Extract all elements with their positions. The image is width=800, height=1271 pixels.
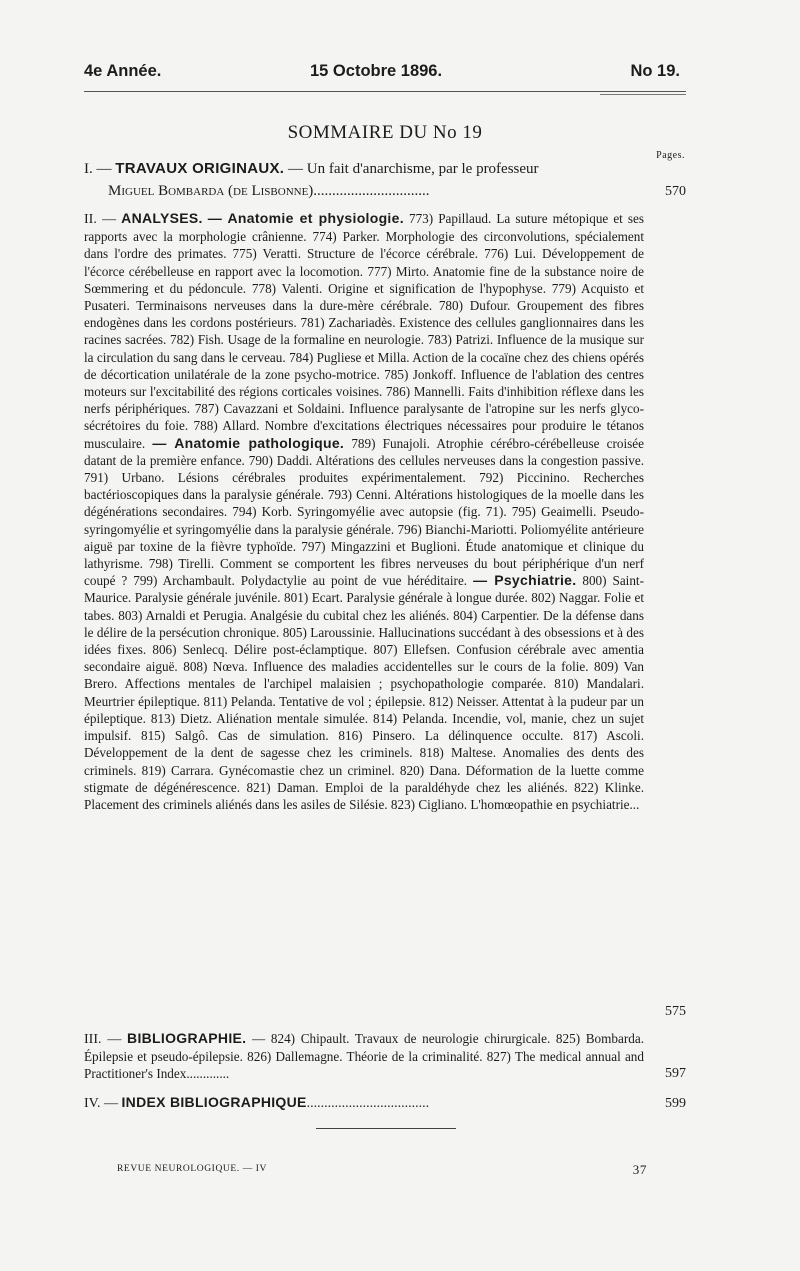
toc-entry-analyses: [84, 210, 644, 813]
section-title-text: — Un fait d'anarchisme, par le professeur: [288, 161, 539, 177]
section-numeral: I. —: [84, 161, 112, 177]
header-date: 15 Octobre 1896.: [310, 62, 443, 80]
page-number: 570: [665, 184, 686, 199]
dot-leader: ...................................: [306, 1096, 430, 1111]
subsection-heading-anatomie-pathologique: — Anatomie pathologique.: [152, 434, 345, 451]
closing-rule: [316, 1128, 456, 1129]
footer-page-number: 37: [632, 1162, 647, 1177]
header-rule-short: [600, 94, 686, 95]
page-title: SOMMAIRE DU No 19: [287, 122, 483, 143]
running-header: [84, 62, 686, 86]
toc-entry-travaux-originaux: [84, 160, 686, 201]
subsection-heading-anatomie: — Anatomie et physiologie.: [207, 210, 404, 226]
dot-leader: ..: [632, 796, 640, 812]
header-issue-number: No 19.: [630, 62, 680, 80]
pages-column-label: Pages.: [656, 150, 685, 161]
page-number-index: 599: [665, 1096, 686, 1111]
header-year: 4e Année.: [84, 62, 162, 80]
section-heading: TRAVAUX ORIGINAUX.: [115, 160, 285, 177]
section-numeral: IV. —: [84, 1096, 118, 1111]
dot-leader: ...............................: [313, 183, 430, 199]
dot-leader: .............: [186, 1066, 230, 1082]
section-heading: ANALYSES.: [121, 210, 203, 226]
page-number-bibliographie: 597: [665, 1066, 686, 1081]
analyses-text-anatomie-pathologique: 789) Funajoli. Atrophie cérébro-cérébelleuse croisée datant de la première enfance. 790) Daddi. Altérations des cellules nerveuses dans la congestion passive. 791) Urbano. Lésions cérébrales produites expérimentalement. 792) Piccinino. Recherches bactérioscopiques dans la paralysie générale. 793) Cenni. Altérations histologiques de la moelle dans les dégénérations secondaires. 794) Korb. Syringomyélie avec autopsie (fig. 71). 795) Geaimelli. Pseudo-syringomyélie et syringomyélie dans la paralysie générale. 796) Bianchi-Mariotti. Poliomyélite antérieure aiguë par toxine de la fièvre typhoïde. 797) Mingazzini et Buglioni. Étude anatomique et clinique du lathyrisme. 798) Tirelli. Comment se comportent les fibres nerveuses du bout périphérique d'un nerf coupé ? 799) Archambault. Polydactylie au point de vue héréditaire.: [84, 435, 645, 589]
section-numeral: III. —: [84, 1032, 122, 1047]
toc-entry-index: [84, 1094, 644, 1112]
section-heading: INDEX BIBLIOGRAPHIQUE: [121, 1094, 307, 1110]
subsection-heading-psychiatrie: — Psychiatrie.: [473, 572, 577, 589]
section-heading: BIBLIOGRAPHIE.: [127, 1030, 247, 1046]
bibliographie-text: — 824) Chipault. Travaux de neurologie chirurgicale. 825) Bombarda. Épilepsie et pseudo-épilepsie. 826) Dallemagne. Théorie de la criminalité. 827) The medical annual and Practitioner's Index: [84, 1031, 644, 1082]
section-author: Miguel Bombarda (de Lisbonne): [108, 183, 314, 199]
section-numeral: II. —: [84, 212, 117, 227]
page-footer: [117, 1162, 647, 1177]
footer-journal-title: REVUE NEUROLOGIQUE. — IV: [117, 1164, 268, 1174]
analyses-text-psychiatrie: 800) Saint-Maurice. Paralysie générale juvénile. 801) Ecart. Paralysie générale à longue durée. 802) Naggar. Folie et tabes. 803) Arnaldi et Perugia. Analgésie du cubital chez les aliénés. 804) Carpentier. De la défense dans le délire de la persécution chronique. 805) Laroussinie. Hallucinations succédant à des obsessions et à des idées fixes. 806) Senlecq. Délire post-éclamptique. 807) Ellefsen. Confusion cérébrale avec amentia secondaire aiguë. 808) Nœva. Influence des maladies accidentelles sur le cours de la folie. 809) Van Brero. Affections mentales de l'archipel malaisien ; psychopathologie comparée. 810) Mandalari. Meurtrier épileptique. 811) Pelanda. Tentative de vol ; épilepsie. 812) Neisser. Attentat à la pudeur par un épileptique. 813) Dietz. Aliénation mentale simulée. 814) Pelanda. Incendie, vol, manie, chez un sujet impulsif. 815) Salgô. Cas de simulation. 816) Pinsero. La délinquence occulte. 817) Ascoli. Développement de la dent de sagesse chez les criminels. 818) Maltese. Anomalies des dents des criminels. 819) Carrara. Gynécomastie chez un criminel. 820) Dana. Déformation de la luette comme stigmate de dégénérescence. 821) Daman. Emploi de la paraldéhyde chez les aliénés. 822) Klinke. Placement des criminels aliénés dans les asiles de Silésie. 823) Cigliano. L'homœopathie en psychiatrie.: [84, 573, 644, 812]
toc-entry-bibliographie: [84, 1030, 644, 1083]
header-rule: [84, 91, 686, 92]
analyses-text-anatomie: 773) Papillaud. La suture métopique et ses rapports avec la morphologie crânienne. 774) Parker. Morphologie des circonvolutions, spécialement dans l'ordre des primates. 775) Veratti. Structure de l'écorce cérébrale. 776) Lui. Développement de l'écorce cérébelleuse en rapport avec la locomotion. 777) Mirto. Anatomie fine de la substance noire de Sœmmering et du pédoncule. 778) Valenti. Origine et signification de l'hypophyse. 779) Acquisto et Pusateri. Terminaisons nerveuses dans la dure-mère cérébrale. 780) Dufour. Groupement des fibres endogènes dans les cordons postérieurs. 781) Zachariadès. Existence des cellules ganglionnaires dans les racines sacrées. 782) Fish. Usage de la formaline en neurologie. 783) Patrizi. Influence de la musique sur la circulation du sang dans le cerveau. 784) Pugliese et Milla. Action de la cocaïne chez des chiens opérés de décortication unilatérale de la zone psycho-motrice. 785) Jonkoff. Influence de l'ablation des centres moteurs sur l'excitabilité des régions corticales voisines. 786) Mannelli. Faits d'inhibition réflexe dans les nerfs périphériques. 787) Cavazzani et Soldaini. Influence paralysante de l'atropine sur les nerfs glyco-sécrétoires du foie. 788) Allard. Nombre d'excitations électriques nécessaires pour produire le tétanos musculaire.: [84, 211, 645, 451]
page-number-analyses: 575: [665, 1004, 686, 1019]
